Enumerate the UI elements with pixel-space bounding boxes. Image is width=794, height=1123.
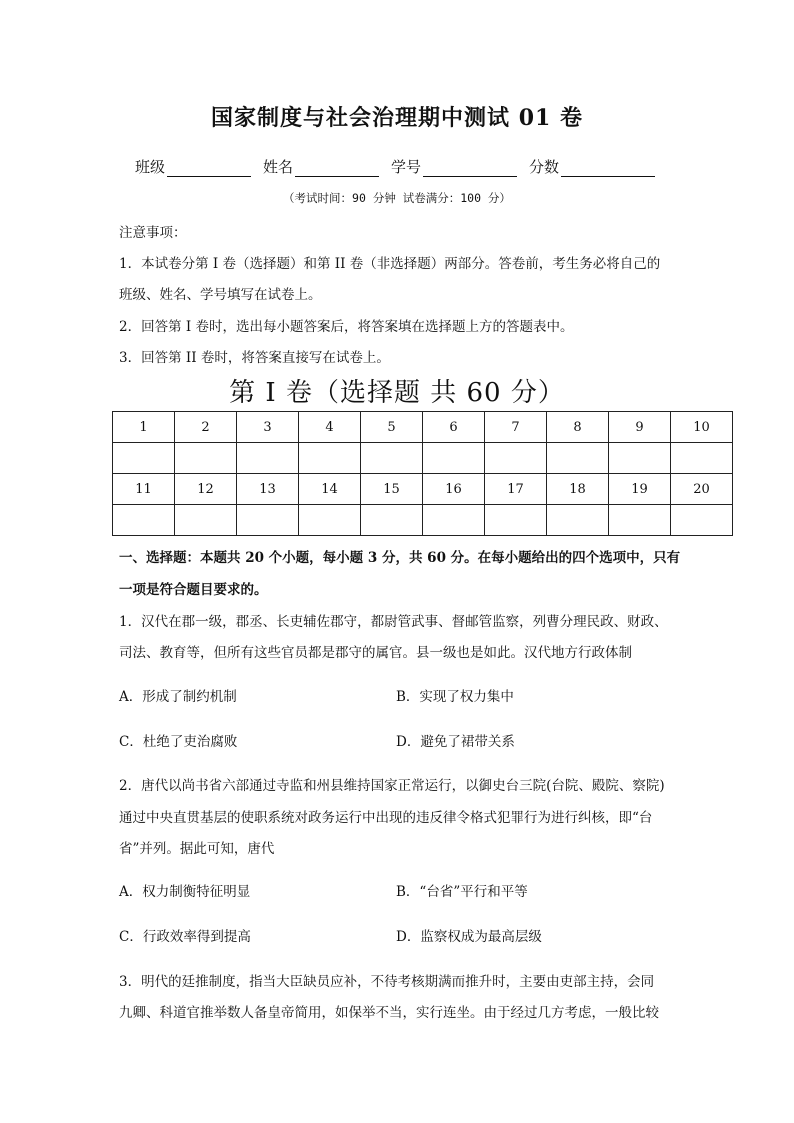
name-blank[interactable] xyxy=(295,160,379,177)
question-number-cell: 11 xyxy=(113,474,175,505)
question-number-cell: 16 xyxy=(423,474,485,505)
answer-table-answer-row xyxy=(113,443,733,474)
student-id-blank[interactable] xyxy=(423,160,517,177)
q2-option-b[interactable]: B．“台省”平行和平等 xyxy=(396,884,528,900)
question-stem-line: 省”并列。据此可知，唐代 xyxy=(119,841,275,857)
answer-cell[interactable] xyxy=(671,443,733,474)
question-number-cell: 18 xyxy=(547,474,609,505)
instructions-line: 一、选择题：本题共 20 个小题，每小题 3 分，共 60 分。在每小题给出的四个选项中，只有 xyxy=(119,550,681,566)
question-number-cell: 15 xyxy=(361,474,423,505)
q1-option-b[interactable]: B．实现了权力集中 xyxy=(396,689,514,705)
question-number-cell: 1 xyxy=(113,412,175,443)
answer-table-answer-row xyxy=(113,505,733,536)
question-number-cell: 5 xyxy=(361,412,423,443)
answer-cell[interactable] xyxy=(361,505,423,536)
answer-cell[interactable] xyxy=(609,443,671,474)
question-number-cell: 9 xyxy=(609,412,671,443)
answer-cell[interactable] xyxy=(299,505,361,536)
answer-cell[interactable] xyxy=(237,443,299,474)
question-number-cell: 3 xyxy=(237,412,299,443)
answer-cell[interactable] xyxy=(485,505,547,536)
question-number-cell: 20 xyxy=(671,474,733,505)
question-number-cell: 13 xyxy=(237,474,299,505)
question-number-cell: 14 xyxy=(299,474,361,505)
question-number-cell: 12 xyxy=(175,474,237,505)
q1-option-d[interactable]: D．避免了裙带关系 xyxy=(396,734,515,750)
q2-option-c[interactable]: C．行政效率得到提高 xyxy=(119,929,251,945)
student-info-row xyxy=(135,156,675,177)
answer-table-number-row xyxy=(113,474,733,505)
answer-cell[interactable] xyxy=(175,443,237,474)
student-id-label: 学号 xyxy=(391,158,422,176)
student-id-field xyxy=(391,156,517,177)
question-number-cell: 6 xyxy=(423,412,485,443)
score-field xyxy=(529,156,655,177)
class-field xyxy=(135,156,251,177)
question-number-cell: 8 xyxy=(547,412,609,443)
exam-title: 国家制度与社会治理期中测试 01 卷 xyxy=(211,105,583,131)
q1-option-a[interactable]: A．形成了制约机制 xyxy=(119,689,237,705)
answer-cell[interactable] xyxy=(547,443,609,474)
question-stem-line: 通过中央直贯基层的使职系统对政务运行中出现的违反律令格式犯罪行为进行纠核，即“台 xyxy=(119,810,653,826)
exam-meta: （考试时间：90 分钟 试卷满分：100 分） xyxy=(283,191,511,205)
question-number-cell: 10 xyxy=(671,412,733,443)
answer-cell[interactable] xyxy=(609,505,671,536)
question-number-cell: 19 xyxy=(609,474,671,505)
answer-cell[interactable] xyxy=(423,505,485,536)
answer-cell[interactable] xyxy=(485,443,547,474)
answer-cell[interactable] xyxy=(299,443,361,474)
name-label: 姓名 xyxy=(263,158,294,176)
section1-title: 第 I 卷（选择题 共 60 分） xyxy=(229,378,565,408)
instructions-line: 一项是符合题目要求的。 xyxy=(119,582,268,598)
q2-option-a[interactable]: A．权力制衡特征明显 xyxy=(119,884,251,900)
answer-table xyxy=(112,411,733,536)
notes-line: 2．回答第 I 卷时，选出每小题答案后，将答案填在选择题上方的答题表中。 xyxy=(119,319,574,335)
class-label: 班级 xyxy=(135,158,166,176)
question-stem-line: 1．汉代在郡一级，郡丞、长吏辅佐郡守，都尉管武事、督邮管监察，列曹分理民政、财政、 xyxy=(119,614,668,630)
answer-cell[interactable] xyxy=(423,443,485,474)
q2-option-d[interactable]: D．监察权成为最高层级 xyxy=(396,929,542,945)
q1-option-c[interactable]: C．杜绝了吏治腐败 xyxy=(119,734,238,750)
question-stem-line: 3．明代的廷推制度，指当大臣缺员应补，不待考核期满而推升时，主要由吏部主持，会同 xyxy=(119,974,655,990)
question-stem-line: 九卿、科道官推举数人备皇帝简用，如保举不当，实行连坐。由于经过几方考虑，一般比较 xyxy=(119,1005,659,1021)
answer-cell[interactable] xyxy=(175,505,237,536)
question-number-cell: 2 xyxy=(175,412,237,443)
answer-cell[interactable] xyxy=(113,505,175,536)
question-stem-line: 2．唐代以尚书省六部通过寺监和州县维持国家正常运行，以御史台三院(台院、殿院、察院) xyxy=(119,778,665,794)
answer-cell[interactable] xyxy=(671,505,733,536)
answer-cell[interactable] xyxy=(547,505,609,536)
notes-line: 班级、姓名、学号填写在试卷上。 xyxy=(119,287,322,303)
notes-heading: 注意事项： xyxy=(119,225,187,241)
notes-line: 1．本试卷分第 I 卷（选择题）和第 II 卷（非选择题）两部分。答卷前，考生务必将自己的 xyxy=(119,256,661,272)
answer-cell[interactable] xyxy=(113,443,175,474)
answer-cell[interactable] xyxy=(237,505,299,536)
answer-table-number-row xyxy=(113,412,733,443)
notes-line: 3．回答第 II 卷时，将答案直接写在试卷上。 xyxy=(119,350,390,366)
answer-cell[interactable] xyxy=(361,443,423,474)
class-blank[interactable] xyxy=(167,160,251,177)
name-field xyxy=(263,156,379,177)
question-number-cell: 7 xyxy=(485,412,547,443)
score-label: 分数 xyxy=(529,158,560,176)
question-number-cell: 4 xyxy=(299,412,361,443)
score-blank[interactable] xyxy=(561,160,655,177)
question-number-cell: 17 xyxy=(485,474,547,505)
question-stem-line: 司法、教育等，但所有这些官员都是郡守的属官。县一级也是如此。汉代地方行政体制 xyxy=(119,645,632,661)
